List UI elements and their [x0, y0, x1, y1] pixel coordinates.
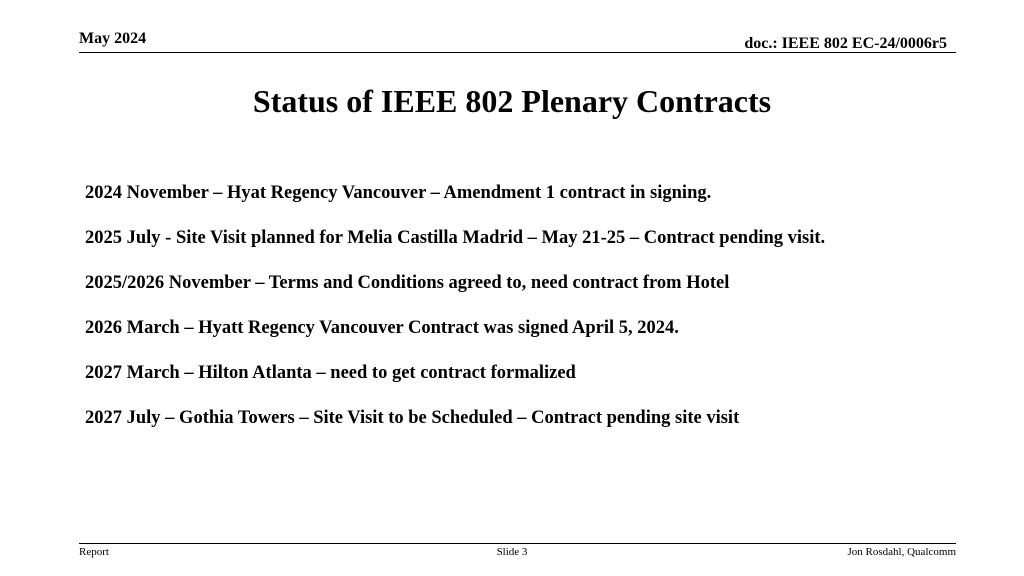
footer-author: Jon Rosdahl, Qualcomm — [847, 546, 956, 558]
slide-title: Status of IEEE 802 Plenary Contracts — [252, 83, 772, 119]
footer-divider — [79, 543, 956, 544]
list-item: 2024 November – Hyat Regency Vancouver – Amendment 1 contract in signing. — [85, 183, 712, 203]
contract-status-list — [85, 181, 825, 451]
list-item: 2025 July - Site Visit planned for Melia Castilla Madrid – May 21-25 – Contract pending visit. — [85, 228, 826, 248]
list-item: 2027 March – Hilton Atlanta – need to get contract formalized — [85, 363, 576, 383]
header-divider — [79, 52, 956, 53]
header-doc-id: doc.: IEEE 802 EC-24/0006r5 — [744, 35, 947, 52]
list-item: 2027 July – Gothia Towers – Site Visit to be Scheduled – Contract pending site visit — [85, 408, 740, 428]
footer-report-label: Report — [79, 546, 109, 558]
footer-slide-number: Slide 3 — [496, 546, 528, 558]
list-item: 2025/2026 November – Terms and Conditions agreed to, need contract from Hotel — [85, 273, 730, 293]
header-date: May 2024 — [79, 30, 147, 47]
list-item: 2026 March – Hyatt Regency Vancouver Contract was signed April 5, 2024. — [85, 318, 679, 338]
